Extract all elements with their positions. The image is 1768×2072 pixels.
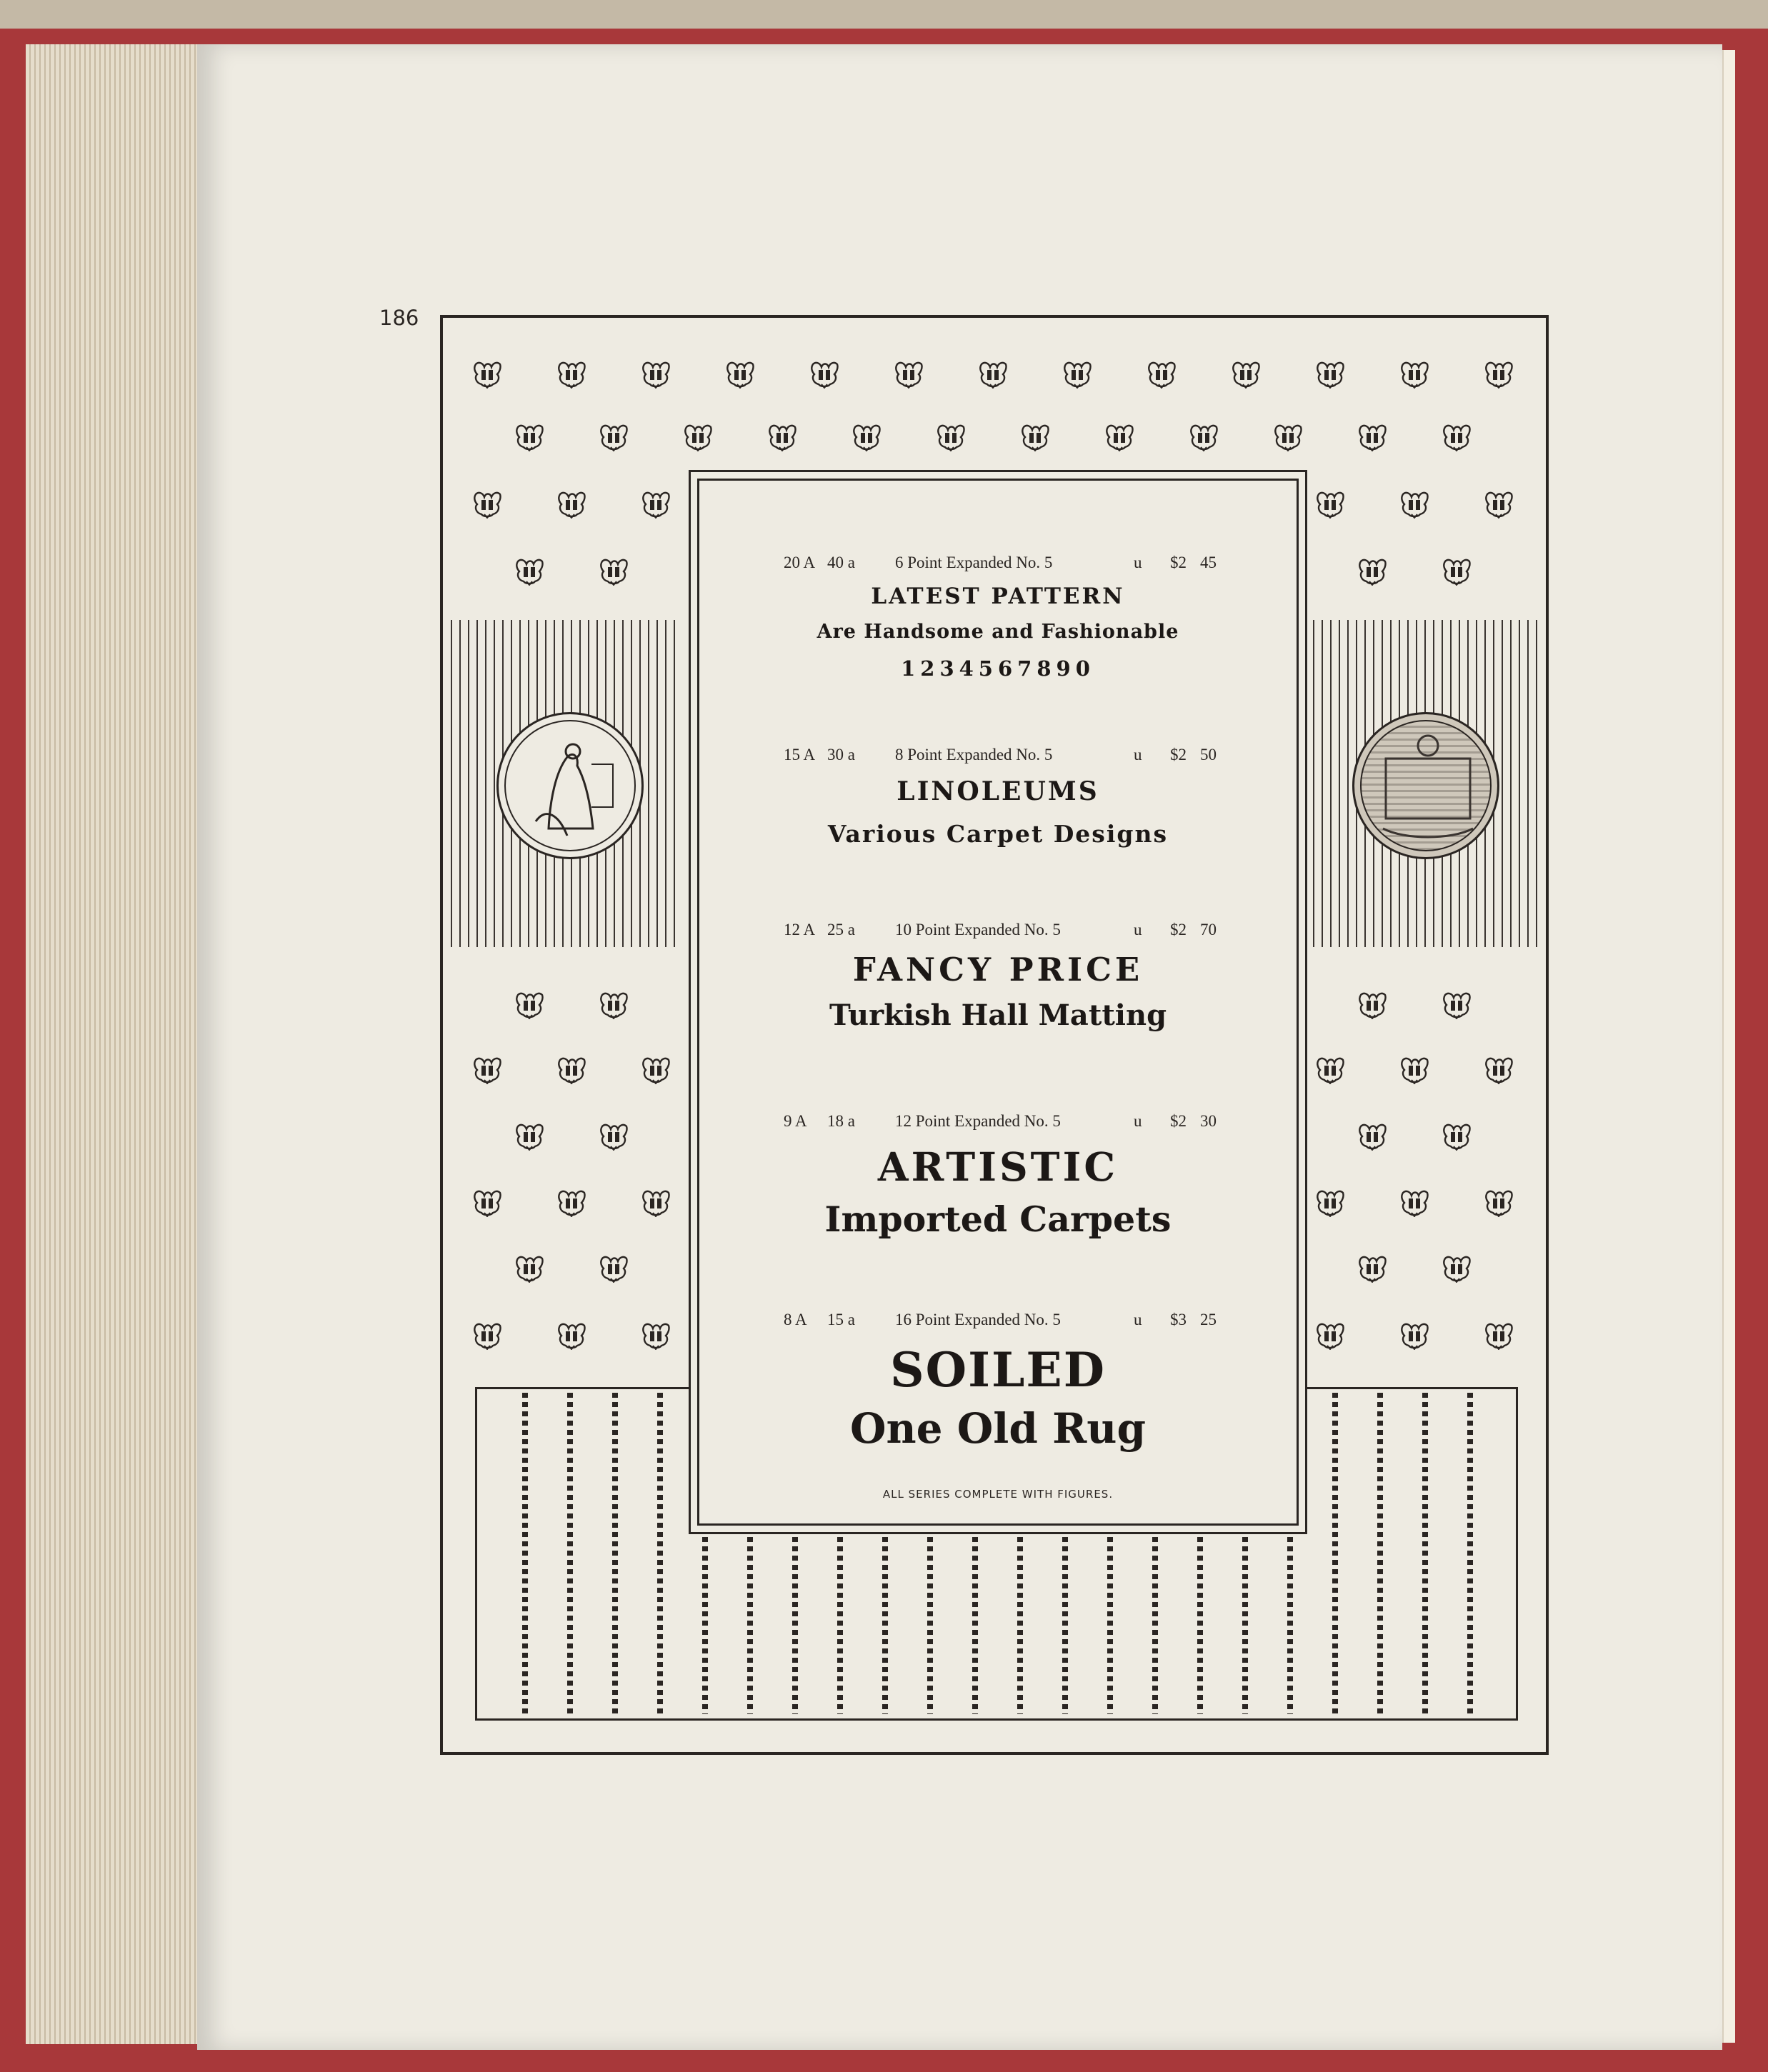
fleuron-icon <box>1441 557 1472 586</box>
price-dollar: $2 <box>1170 746 1187 764</box>
chain-rule <box>702 1537 708 1714</box>
fleuron-icon <box>556 490 587 519</box>
counts-caps: 8 A <box>784 1311 807 1328</box>
fleuron-icon <box>1399 490 1430 519</box>
chain-rule <box>1377 1393 1383 1714</box>
fleuron-icon <box>556 360 587 389</box>
chain-rule <box>567 1393 573 1714</box>
counts-caps: 15 A <box>784 746 816 764</box>
fleuron-icon <box>598 1122 629 1151</box>
specimen-line1: LATEST PATTERN <box>871 584 1125 609</box>
fleuron-icon <box>1188 423 1219 451</box>
fleuron-icon <box>977 360 1009 389</box>
price-dollar: $2 <box>1170 921 1187 939</box>
fleuron-icon <box>1441 991 1472 1019</box>
fleuron-icon <box>556 1321 587 1350</box>
fleuron-icon <box>1483 1188 1514 1217</box>
fleuron-icon <box>1483 1321 1514 1350</box>
separator: u <box>1134 554 1142 571</box>
specimen-panel <box>689 470 1307 1534</box>
chain-rule <box>972 1537 978 1714</box>
separator: u <box>1134 1112 1142 1130</box>
price-cents: 30 <box>1200 1112 1217 1130</box>
fleuron-icon <box>1314 1056 1346 1084</box>
specimen-figures: 1234567890 <box>901 656 1095 681</box>
fleuron-icon <box>471 1056 503 1084</box>
counts-lower: 18 a <box>827 1112 855 1130</box>
chain-rule <box>1152 1537 1158 1714</box>
chain-rule <box>882 1537 888 1714</box>
price-dollar: $2 <box>1170 554 1187 571</box>
chain-rule <box>747 1537 753 1714</box>
counts-lower: 15 a <box>827 1311 855 1328</box>
specimen-line1: FANCY PRICE <box>852 951 1144 989</box>
specimen-line2: Turkish Hall Matting <box>829 999 1167 1032</box>
fleuron-icon <box>1272 423 1304 451</box>
size-label: 8 Point Expanded No. 5 <box>895 746 1053 764</box>
page-number: 186 <box>379 306 419 330</box>
fleuron-icon <box>1483 360 1514 389</box>
fleuron-icon <box>1441 1254 1472 1283</box>
price-cents: 50 <box>1200 746 1217 764</box>
fleuron-icon <box>1399 360 1430 389</box>
page-stack-edge <box>26 44 197 2044</box>
fleuron-icon <box>1230 360 1262 389</box>
fleuron-icon <box>471 360 503 389</box>
chain-rule <box>657 1393 663 1714</box>
separator: u <box>1134 921 1142 939</box>
fleuron-icon <box>1483 1056 1514 1084</box>
counts-lower: 40 a <box>827 554 855 571</box>
fleuron-icon <box>471 1321 503 1350</box>
chain-rule <box>522 1393 528 1714</box>
fleuron-icon <box>1314 360 1346 389</box>
fleuron-icon <box>809 360 840 389</box>
fleuron-icon <box>724 360 756 389</box>
fleuron-icon <box>1062 360 1093 389</box>
fleuron-icon <box>1483 490 1514 519</box>
chain-rule <box>927 1537 933 1714</box>
fleuron-icon <box>640 360 671 389</box>
fleuron-icon <box>556 1188 587 1217</box>
spec-line-3 <box>691 921 1305 942</box>
fleuron-icon <box>514 1122 545 1151</box>
chain-rule <box>1062 1537 1068 1714</box>
chain-rule <box>1332 1393 1338 1714</box>
fleuron-icon <box>1441 423 1472 451</box>
chain-rule <box>1467 1393 1473 1714</box>
fleuron-icon <box>1357 991 1388 1019</box>
chain-rule <box>1017 1537 1023 1714</box>
fleuron-icon <box>1441 1122 1472 1151</box>
counts-caps: 20 A <box>784 554 816 571</box>
fleuron-icon <box>766 423 798 451</box>
spec-line-5 <box>691 1311 1305 1332</box>
chain-rule <box>1287 1537 1293 1714</box>
fleuron-icon <box>851 423 882 451</box>
chain-rule <box>792 1537 798 1714</box>
specimen-line2: Imported Carpets <box>824 1198 1172 1240</box>
fleuron-icon <box>1357 423 1388 451</box>
spec-line-1 <box>691 554 1305 575</box>
specimen-line1: LINOLEUMS <box>897 776 1099 806</box>
fleuron-icon <box>598 557 629 586</box>
separator: u <box>1134 746 1142 764</box>
chain-rule <box>1422 1393 1428 1714</box>
fleuron-icon <box>640 1321 671 1350</box>
chain-rule <box>837 1537 843 1714</box>
fleuron-icon <box>1104 423 1135 451</box>
fleuron-icon <box>514 557 545 586</box>
chain-rule <box>612 1393 618 1714</box>
chain-rule <box>1242 1537 1248 1714</box>
fleuron-icon <box>640 1188 671 1217</box>
price-cents: 25 <box>1200 1311 1217 1328</box>
fleuron-icon <box>1399 1056 1430 1084</box>
price-dollar: $3 <box>1170 1311 1187 1328</box>
fleuron-icon <box>471 490 503 519</box>
fleuron-icon <box>514 423 545 451</box>
fleuron-icon <box>1314 1188 1346 1217</box>
spec-line-2 <box>691 746 1305 767</box>
page-edge <box>1722 50 1735 2043</box>
fleuron-icon <box>1146 360 1177 389</box>
counts-lower: 30 a <box>827 746 855 764</box>
counts-caps: 12 A <box>784 921 816 939</box>
chain-rule <box>1197 1537 1203 1714</box>
separator: u <box>1134 1311 1142 1328</box>
inscription-medallion-icon <box>1352 712 1499 859</box>
size-label: 12 Point Expanded No. 5 <box>895 1112 1061 1130</box>
fleuron-icon <box>1314 490 1346 519</box>
fleuron-icon <box>935 423 967 451</box>
fleuron-icon <box>556 1056 587 1084</box>
fleuron-icon <box>682 423 714 451</box>
size-label: 10 Point Expanded No. 5 <box>895 921 1061 939</box>
fleuron-icon <box>1357 1254 1388 1283</box>
fleuron-icon <box>1399 1321 1430 1350</box>
price-cents: 45 <box>1200 554 1217 571</box>
fleuron-icon <box>1399 1188 1430 1217</box>
fleuron-icon <box>640 1056 671 1084</box>
specimen-line2: Are Handsome and Fashionable <box>816 621 1179 643</box>
spec-line-4 <box>691 1112 1305 1133</box>
counts-caps: 9 A <box>784 1112 807 1130</box>
fleuron-icon <box>598 1254 629 1283</box>
fleuron-icon <box>640 490 671 519</box>
footer-note: ALL SERIES COMPLETE WITH FIGURES. <box>882 1488 1114 1501</box>
size-label: 6 Point Expanded No. 5 <box>895 554 1053 571</box>
price-cents: 70 <box>1200 921 1217 939</box>
size-label: 16 Point Expanded No. 5 <box>895 1311 1061 1328</box>
fleuron-icon <box>1314 1321 1346 1350</box>
price-dollar: $2 <box>1170 1112 1187 1130</box>
fleuron-icon <box>1357 557 1388 586</box>
specimen-line1: ARTISTIC <box>877 1143 1119 1190</box>
chain-rule <box>1107 1537 1113 1714</box>
fleuron-icon <box>514 991 545 1019</box>
fleuron-icon <box>471 1188 503 1217</box>
fleuron-icon <box>598 991 629 1019</box>
fleuron-icon <box>598 423 629 451</box>
fleuron-icon <box>1019 423 1051 451</box>
fleuron-icon <box>1357 1122 1388 1151</box>
figure-medallion-icon <box>496 712 644 859</box>
specimen-line2: One Old Rug <box>849 1404 1146 1453</box>
specimen-line2: Various Carpet Designs <box>827 820 1169 848</box>
fleuron-icon <box>514 1254 545 1283</box>
fleuron-icon <box>893 360 924 389</box>
specimen-line1: SOILED <box>890 1342 1106 1398</box>
counts-lower: 25 a <box>827 921 855 939</box>
